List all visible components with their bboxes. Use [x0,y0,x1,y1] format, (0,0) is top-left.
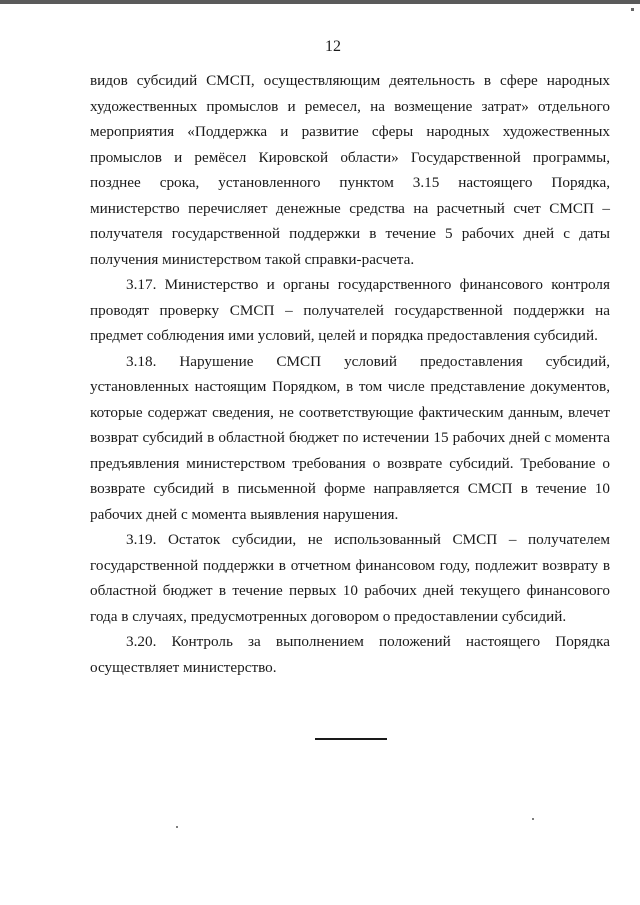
scan-corner-mark [631,8,634,11]
document-body [90,68,610,680]
scan-top-border [0,0,640,4]
paragraph-3-18: 3.18. Нарушение СМСП условий предоставления субсидий, установленных настоящим Порядком, в том числе представление документов, которые содержат сведения, не соответствующие фактическим данным, влечет возврат субсидий в областной бюджет по истечении 15 рабочих дней с момента предъявления министерством требования о возврате субсидий. Требование о возврате субсидий в письменной форме направляется СМСП в течение 10 рабочих дней с момента выявления нарушения. [90,352,610,523]
scan-speck [176,826,178,828]
paragraph-3-17: 3.17. Министерство и органы государственного финансового контроля проводят проверку СМСП – получателей государственной поддержки на предмет соблюдения ими условий, целей и порядка предоставления субсидий. [90,276,610,344]
paragraph-3-19: 3.19. Остаток субсидии, не использованный СМСП – получателем государственной поддержки в отчетном финансовом году, подлежит возврату в областной бюджет в течение первых 10 рабочих дней текущего финансового года в случаях, предусмотренных договором о предоставлении субсидий. [90,531,610,625]
paragraph-continuation: видов субсидий СМСП, осуществляющим деятельность в сфере народных художественных промыслов и ремесел, на возмещение затрат» отдельного мероприятия «Поддержка и развитие сферы народных художественных промыслов и ремёсел Кировской области» Государственной программы, позднее срока, установленного пунктом 3.15 настоящего Порядка, министерство перечисляет денежные средства на расчетный счет СМСП – получателя государственной поддержки в течение 5 рабочих дней с даты получения министерством такой справки-расчета. [90,72,610,268]
end-of-document-rule [315,738,387,740]
paragraph-3-20: 3.20. Контроль за выполнением положений настоящего Порядка осуществляет министерство. [90,633,610,676]
page-number: 12 [325,38,341,55]
scan-speck [532,818,534,820]
